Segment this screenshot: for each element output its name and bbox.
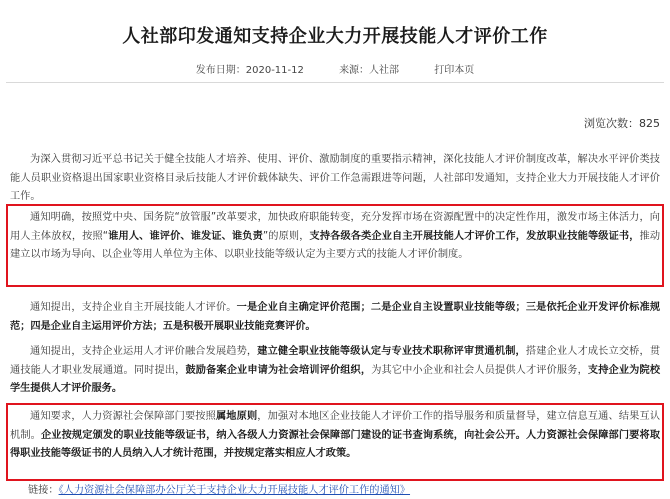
paragraph-1: 为深入贯彻习近平总书记关于健全技能人才培养、使用、评价、激励制度的重要指示精神，深化技能人才评价制度改革，解决水平评价类技能人员职业资格退出国家职业资格目录后技能人才评价载体缺失、评价工作急需跟进等问题，人社部印发通知，支持企业大力开展技能人才评价工作。	[10, 154, 660, 202]
header-divider	[6, 82, 664, 83]
bold-text: 企业按规定颁发的职业技能等级证书，纳入各级人力资源社会保障部门建设的证书查询系统，向社会公开。	[40, 429, 526, 441]
text-run: ”的原则，	[262, 230, 310, 242]
paragraph-4	[10, 343, 660, 399]
text-run: 通知明确，按照党中央、国务院“放管服”改革要求，加快政府职能转变，充分发挥市场在资源配置中的决定性作用，激发市场主体活力，向用人主体放权，按照“	[10, 212, 660, 242]
text-run: 为其它中小企业和社会人员提供人才评价服务，	[371, 364, 588, 376]
text-run: 推动建立以市场为导向、以企业等用人单位为主体、以职业技能等级认定为主要方式的技能人才评价制度。	[10, 230, 661, 260]
bold-text: 谁用人、谁评价、谁发证、谁负责	[108, 230, 263, 242]
view-count: 浏览次数：825	[584, 117, 660, 130]
text-run: 搭建企业人才成长立交桥，贯通技能人才职业发展通道。同时提出，	[10, 346, 661, 376]
text-run: 通知要求，人力资源社会保障部门要按照	[30, 411, 216, 422]
bold-text: 属地原则	[215, 411, 258, 422]
text-run: ，加强对本地区企业技能人才评价工作的指导服务和质量督导，建立信息互通、结果互认机制。	[10, 411, 661, 441]
bold-text: 鼓励备案企业申请为社会培训评价组织，	[185, 364, 372, 376]
paragraph-3	[10, 299, 660, 336]
article-meta	[0, 61, 670, 76]
related-link-row	[28, 481, 410, 496]
bold-text: 一是企业自主确定评价范围；二是企业自主设置职业技能等级；三是依托企业开发评价标准规范；四是企业自主运用评价方法；五是积极开展职业技能竞赛评价。	[10, 302, 661, 332]
text-run: 通知提出，支持企业运用人才评价融合发展趋势，	[30, 346, 258, 357]
paragraph-5	[10, 408, 660, 464]
text-run: 通知提出，支持企业自主开展技能人才评价。	[30, 302, 237, 313]
bold-text: 建立健全职业技能等级认定与专业技术职称评审贯通机制，	[257, 346, 526, 357]
related-notice-link[interactable]: 《人力资源社会保障部办公厅关于支持企业大力开展技能人才评价工作的通知》	[58, 485, 411, 496]
paragraph-2	[10, 209, 660, 265]
bold-text: 支持企业为院校学生提供人才评价服务。	[10, 364, 661, 394]
print-link[interactable]: 打印本页	[434, 65, 475, 76]
link-label: 链接：	[28, 485, 59, 496]
article-source: 来源：人社部	[339, 65, 400, 76]
article-title: 人社部印发通知支持企业大力开展技能人才评价工作	[122, 26, 548, 47]
bold-text: 人力资源社会保障部门要将取得职业技能等级证书的人员纳入人才统计范围，并按规定落实相应人才政策。	[10, 429, 661, 459]
bold-text: 支持各级各类企业自主开展技能人才评价工作，发放职业技能等级证书，	[309, 230, 640, 242]
publish-date: 发布日期：2020-11-12	[195, 65, 304, 76]
